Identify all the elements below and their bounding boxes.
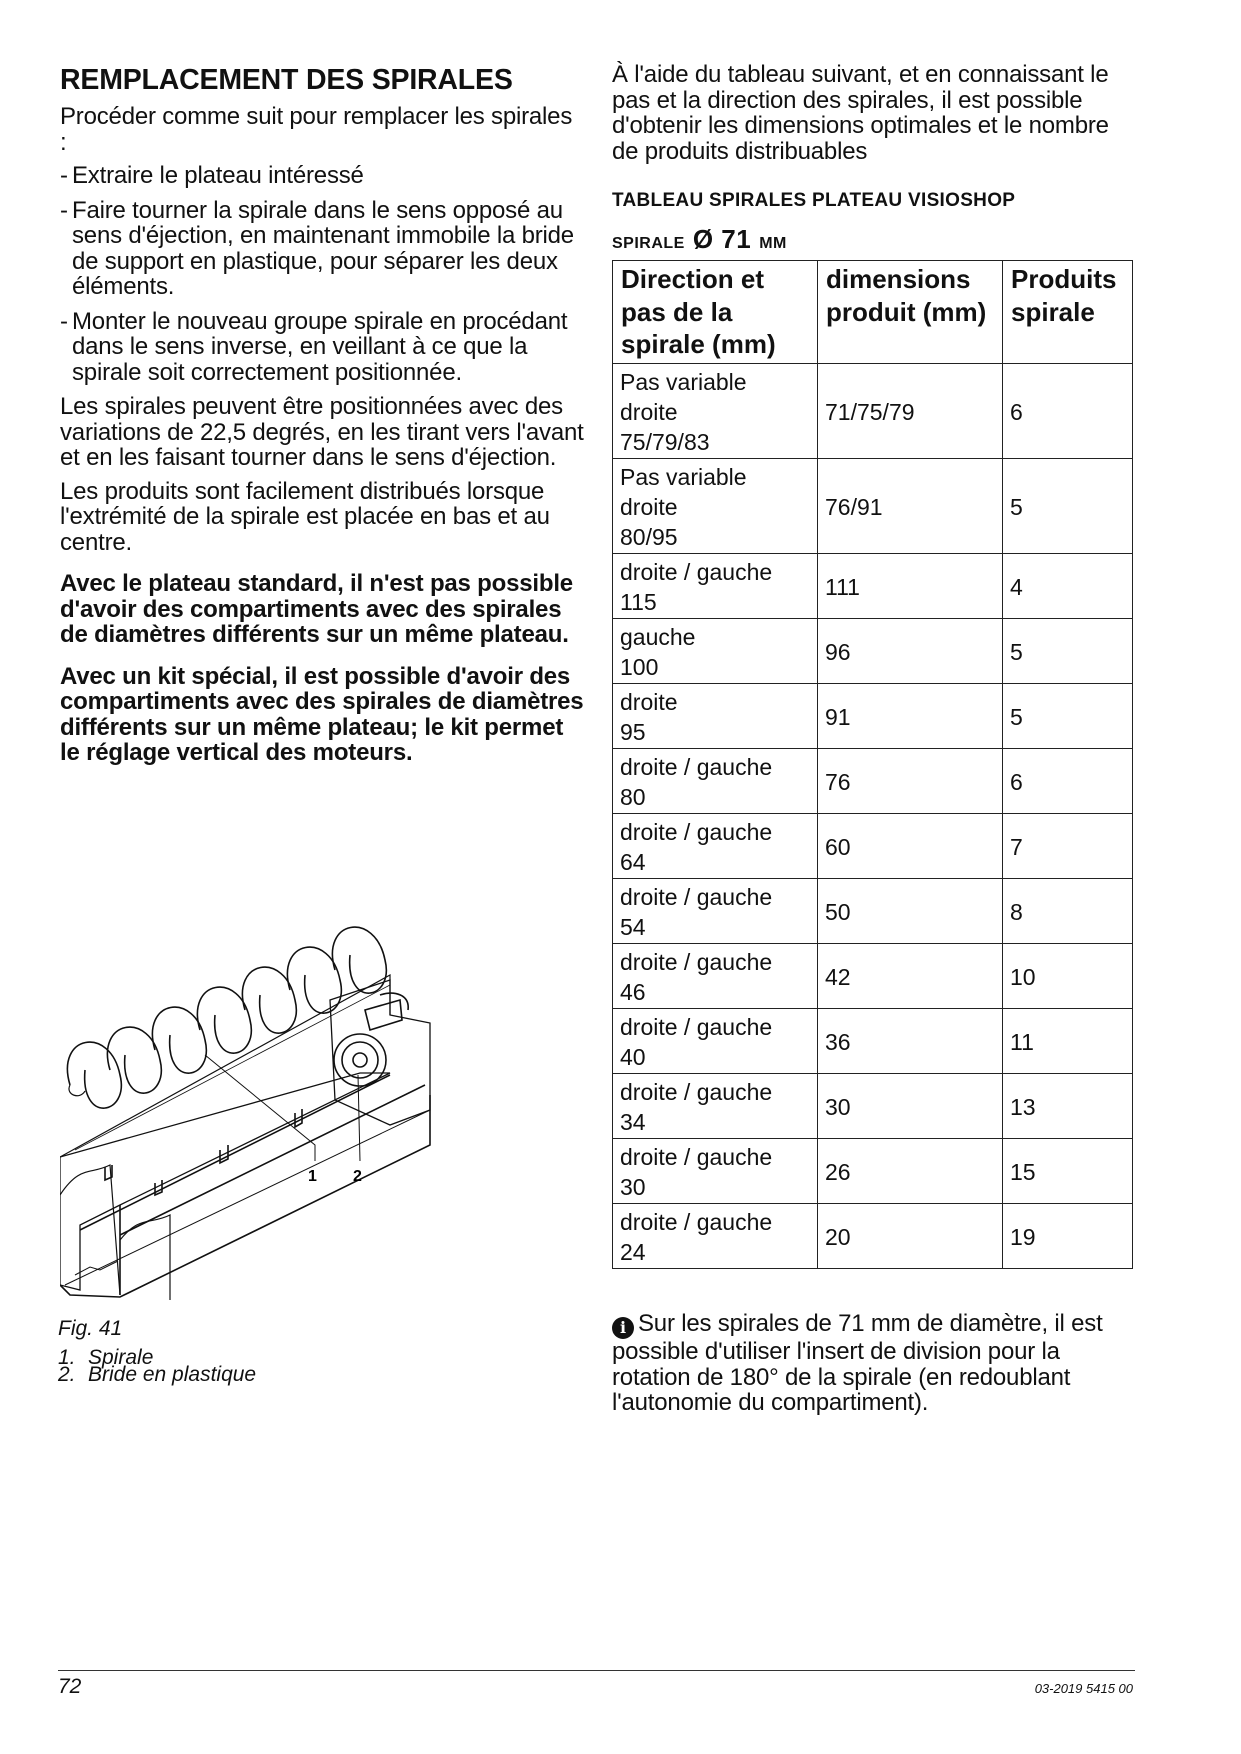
- header-dimensions: dimensions produit (mm): [818, 261, 1003, 364]
- footer-divider: [58, 1670, 1135, 1671]
- table-row: droite / gauche 54 50 8: [613, 878, 1133, 943]
- header-products: Produits spirale: [1003, 261, 1133, 364]
- intro-paragraph: Procéder comme suit pour remplacer les spirales :: [60, 103, 573, 156]
- table-row: droite / gauche 24 20 19: [613, 1203, 1133, 1268]
- table-row: Pas variable droite 80/95 76/91 5: [613, 458, 1133, 553]
- table-row: droite / gauche 46 42 10: [613, 943, 1133, 1008]
- table-row: gauche 100 96 5: [613, 618, 1133, 683]
- table-title: TABLEAU SPIRALES PLATEAU VISIOSHOP: [612, 190, 1016, 211]
- table-row: Pas variable droite 75/79/83 71/75/79 6: [613, 363, 1133, 458]
- step-item: - Monter le nouveau groupe spirale en procédant dans le sens inverse, en veillant à ce que la spirale soit correctement positionnée.: [60, 307, 568, 386]
- paragraph-positioning: Les spirales peuvent être positionnées avec des variations de 22,5 degrés, en les tirant vers l'avant et en les faisant tourner dans le sens d'éjection.: [60, 393, 584, 471]
- note-special-kit: Avec un kit spécial, il est possible d'avoir des compartiments avec des spirales de diamètres différents sur un même plateau; le kit permet le réglage vertical des moteurs.: [60, 662, 584, 766]
- table-row: droite / gauche 80 76 6: [613, 748, 1133, 813]
- section-title: REMPLACEMENT DES SPIRALES: [60, 64, 513, 96]
- figure-legend: [58, 1346, 257, 1386]
- table-row: droite / gauche 30 26 15: [613, 1138, 1133, 1203]
- document-code: 03-2019 5415 00: [1034, 1681, 1133, 1696]
- table-intro-paragraph: À l'aide du tableau suivant, et en connaissant le pas et la direction des spirales, il est possible d'obtenir les dimensions optimales et le nombre de produits distribuables: [612, 61, 1109, 165]
- spiral-diameter-label: SPIRALE Ø 71 MM: [612, 224, 787, 254]
- spiral-figure: [60, 895, 460, 1315]
- figure-caption: Fig. 41: [58, 1317, 123, 1340]
- spirals-table: [612, 260, 1133, 1269]
- spiral-tray-illustration: [60, 895, 460, 1315]
- table-row: droite 95 91 5: [613, 683, 1133, 748]
- info-note: [612, 1311, 1133, 1416]
- legend-item: 1. Spirale: [58, 1346, 154, 1369]
- header-direction: Direction et pas de la spirale (mm): [613, 261, 818, 364]
- steps-list: [60, 163, 585, 385]
- table-row: droite / gauche 34 30 13: [613, 1073, 1133, 1138]
- warning-standard-tray: Avec le plateau standard, il n'est pas possible d'avoir des compartiments avec des spirales de diamètres différents sur un même plateau.: [60, 570, 573, 648]
- table-row: droite / gauche 40 36 11: [613, 1008, 1133, 1073]
- table-row: droite / gauche 64 60 7: [613, 813, 1133, 878]
- table-header-row: [613, 261, 1133, 364]
- left-column: [60, 62, 585, 782]
- table-row: droite / gauche 115 111 4: [613, 553, 1133, 618]
- callout-1-label: 1: [308, 1168, 317, 1185]
- info-note-text: Sur les spirales de 71 mm de diamètre, il est possible d'utiliser l'insert de division pour la rotation de 180° de la spirale (en redoublant l'autonomie du compartiment).: [612, 1310, 1103, 1416]
- legend-item: 2. Bride en plastique: [58, 1363, 257, 1386]
- step-item: - Extraire le plateau intéressé: [60, 162, 364, 189]
- callout-2-label: 2: [353, 1168, 362, 1185]
- page-number: 72: [58, 1675, 82, 1698]
- right-column: [612, 62, 1133, 1269]
- step-item: - Faire tourner la spirale dans le sens opposé au sens d'éjection, en maintenant immobile la bride de support en plastique, pour séparer les deux éléments.: [60, 196, 574, 300]
- info-icon: i: [612, 1317, 634, 1339]
- paragraph-distribution: Les produits sont facilement distribués lorsque l'extrémité de la spirale est placée en bas et au centre.: [60, 477, 550, 556]
